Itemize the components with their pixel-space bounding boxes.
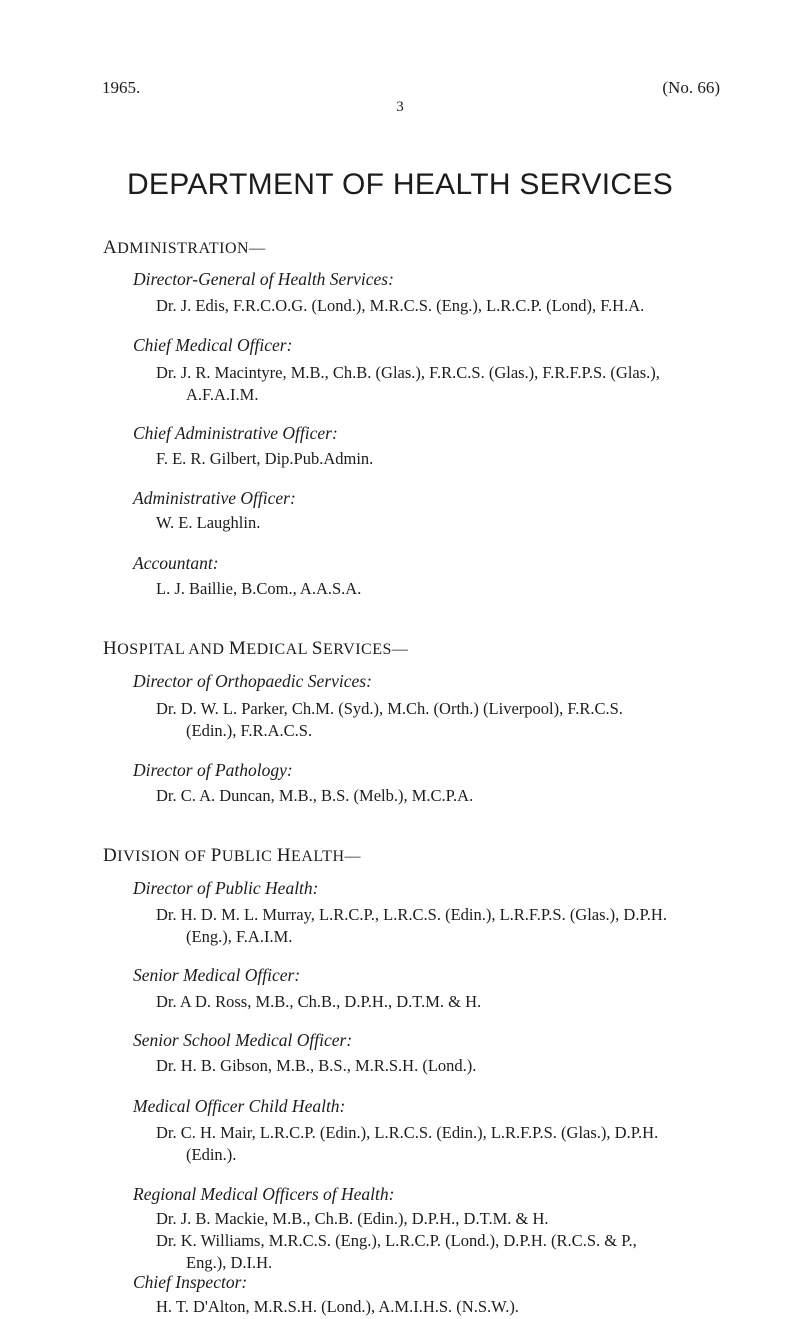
role-title-medical-officer-child-health: Medical Officer Child Health:: [133, 1096, 346, 1116]
role-title-director-general: Director-General of Health Services:: [133, 269, 394, 289]
role-holder-senior-school-medical-officer: Dr. H. B. Gibson, M.B., B.S., M.R.S.H. (Lond.).: [156, 1056, 477, 1075]
role-title-chief-administrative-officer: Chief Administrative Officer:: [133, 423, 338, 443]
section-heading-administration: ADMINISTRATION—: [103, 237, 266, 258]
page-number: 3: [396, 99, 404, 115]
section-heading-public-health: DIVISION OF PUBLIC HEALTH—: [103, 845, 362, 866]
role-title-director-orthopaedic: Director of Orthopaedic Services:: [133, 671, 372, 691]
page-title: DEPARTMENT OF HEALTH SERVICES: [126, 168, 674, 201]
role-holder-director-orthopaedic: Dr. D. W. L. Parker, Ch.M. (Syd.), M.Ch. (Orth.) (Liverpool), F.R.C.S. (Edin.), F.R.A.C.S.: [156, 699, 623, 740]
role-title-director-public-health: Director of Public Health:: [133, 878, 319, 898]
role-holder-director-general: Dr. J. Edis, F.R.C.O.G. (Lond.), M.R.C.S. (Eng.), L.R.C.P. (Lond), F.H.A.: [156, 296, 645, 315]
role-title-accountant: Accountant:: [133, 553, 219, 573]
section-heading-hospital-medical-services: HOSPITAL AND MEDICAL SERVICES—: [103, 638, 409, 659]
header-year: 1965.: [102, 78, 141, 97]
role-title-senior-medical-officer: Senior Medical Officer:: [133, 965, 301, 985]
role-holder-medical-officer-child-health: Dr. C. H. Mair, L.R.C.P. (Edin.), L.R.C.S. (Edin.), L.R.F.P.S. (Glas.), D.P.H. (Edin.).: [156, 1123, 659, 1164]
role-holder-chief-administrative-officer: F. E. R. Gilbert, Dip.Pub.Admin.: [156, 449, 374, 468]
role-holder-senior-medical-officer: Dr. A D. Ross, M.B., Ch.B., D.P.H., D.T.M. & H.: [156, 992, 482, 1011]
header-issue-number: (No. 66): [662, 78, 720, 97]
role-title-director-pathology: Director of Pathology:: [133, 760, 293, 780]
role-title-chief-inspector: Chief Inspector:: [133, 1272, 248, 1292]
role-title-administrative-officer: Administrative Officer:: [133, 488, 296, 508]
role-title-senior-school-medical-officer: Senior School Medical Officer:: [133, 1030, 353, 1050]
role-holder-regional-medical-officers: Dr. J. B. Mackie, M.B., Ch.B. (Edin.), D.P.H., D.T.M. & H. Dr. K. Williams, M.R.C.S. (Eng.), L.R.C.P. (Lond.), D.P.H. (R.C.S. & P., Eng.), D.I.H.: [156, 1209, 637, 1272]
role-holder-director-pathology: Dr. C. A. Duncan, M.B., B.S. (Melb.), M.C.P.A.: [156, 786, 474, 805]
role-holder-accountant: L. J. Baillie, B.Com., A.A.S.A.: [156, 579, 362, 598]
role-title-chief-medical-officer: Chief Medical Officer:: [133, 335, 293, 355]
role-holder-administrative-officer: W. E. Laughlin.: [156, 513, 261, 532]
role-title-regional-medical-officers: Regional Medical Officers of Health:: [133, 1184, 395, 1204]
role-holder-chief-inspector: H. T. D'Alton, M.R.S.H. (Lond.), A.M.I.H.S. (N.S.W.).: [156, 1297, 519, 1316]
role-holder-director-public-health: Dr. H. D. M. L. Murray, L.R.C.P., L.R.C.S. (Edin.), L.R.F.P.S. (Glas.), D.P.H. (Eng.), F.A.I.M.: [156, 905, 667, 946]
role-holder-chief-medical-officer: Dr. J. R. Macintyre, M.B., Ch.B. (Glas.), F.R.C.S. (Glas.), F.R.F.P.S. (Glas.), A.F.A.I.M.: [156, 363, 660, 404]
